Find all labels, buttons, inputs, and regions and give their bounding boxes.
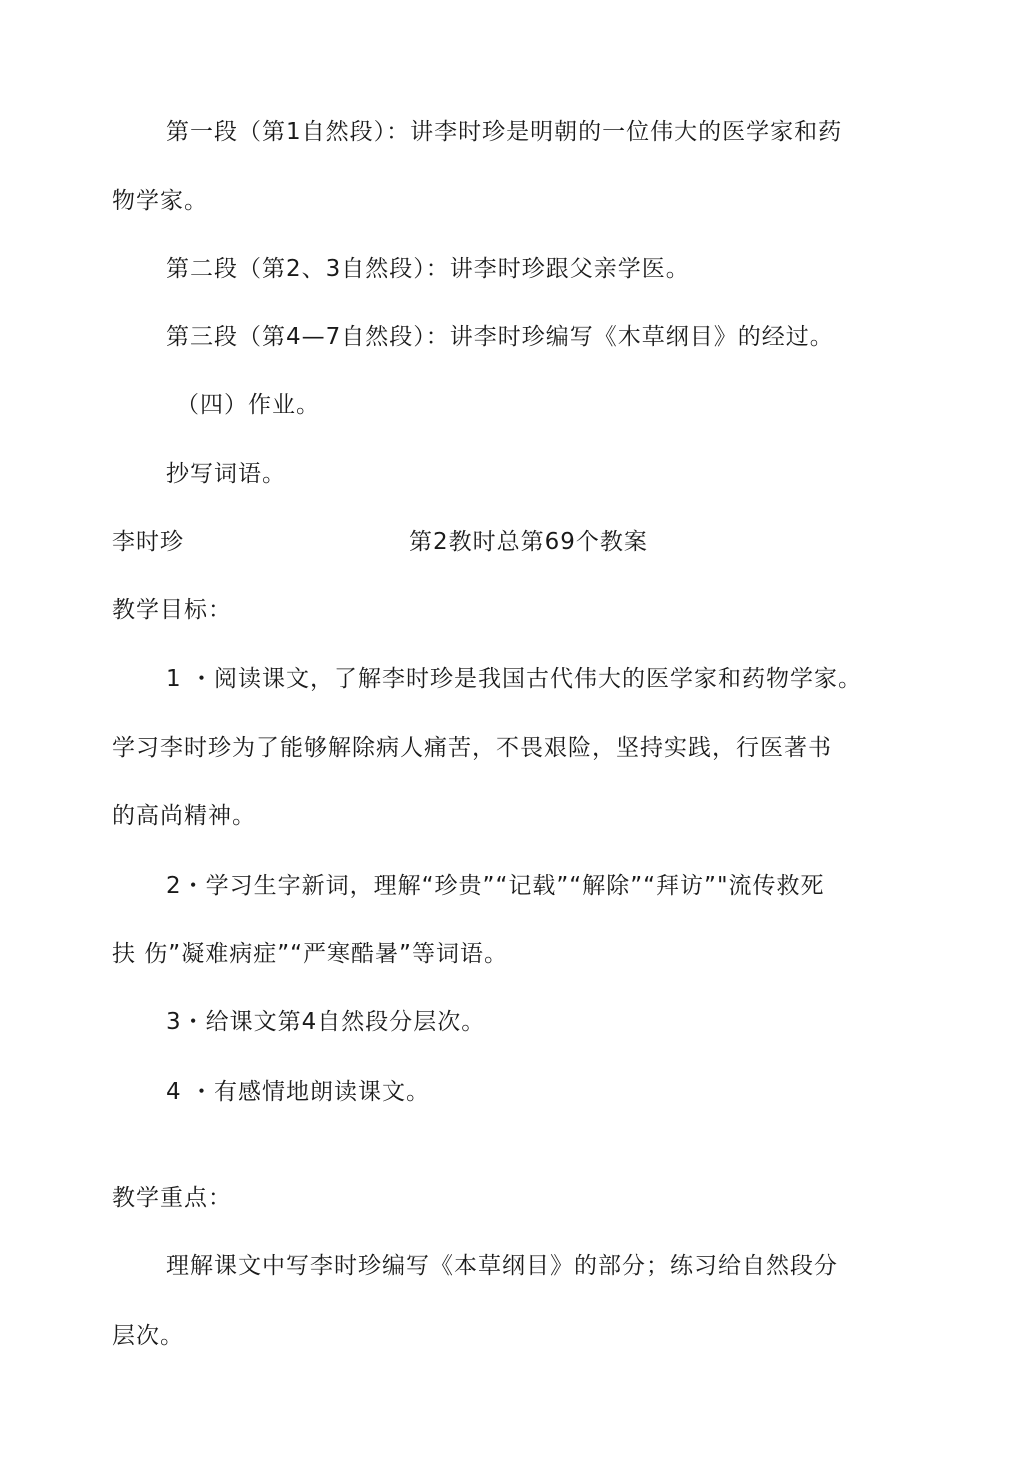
paragraph-section-one: 第一段（第1自然段）：讲李时珍是明朝的一位伟大的医学家和药 [166,119,843,145]
homework-heading: （四）作业。 [176,392,320,418]
goal-item-2-cont: 扶 伤”凝难病症”“严寒酷暑”等词语。 [112,941,508,967]
goal-item-1-end: 的高尚精神。 [112,803,256,829]
goal-item-3: 3・给课文第4自然段分层次。 [166,1009,486,1035]
lesson-info: 第2教时总第69个教案 [409,529,648,555]
homework-item: 抄写词语。 [166,461,286,487]
goal-item-4: 4 ・有感情地朗读课文。 [166,1079,430,1105]
paragraph-section-three: 第三段（第4—7自然段）：讲李时珍编写《木草纲目》的经过。 [166,324,834,350]
goal-item-1-cont: 学习李时珍为了能够解除病人痛苦，不畏艰险，坚持实践，行医著书 [112,735,832,761]
focus-item: 理解课文中写李时珍编写《本草纲目》的部分；练习给自然段分 [166,1253,838,1279]
focus-heading: 教学重点： [112,1185,232,1211]
lesson-title: 李时珍 [112,529,184,555]
goals-heading: 教学目标： [112,597,232,623]
paragraph-section-one-cont: 物学家。 [112,188,208,214]
goal-item-1: 1 ・阅读课文，了解李时珍是我国古代伟大的医学家和药物学家。 [166,666,862,692]
paragraph-section-two: 第二段（第2、3自然段）：讲李时珍跟父亲学医。 [166,256,690,282]
goal-item-2: 2・学习生字新词，理解“珍贵”“记载”“解除”“拜访”"流传救死 [166,873,825,899]
focus-item-cont: 层次。 [112,1323,184,1349]
